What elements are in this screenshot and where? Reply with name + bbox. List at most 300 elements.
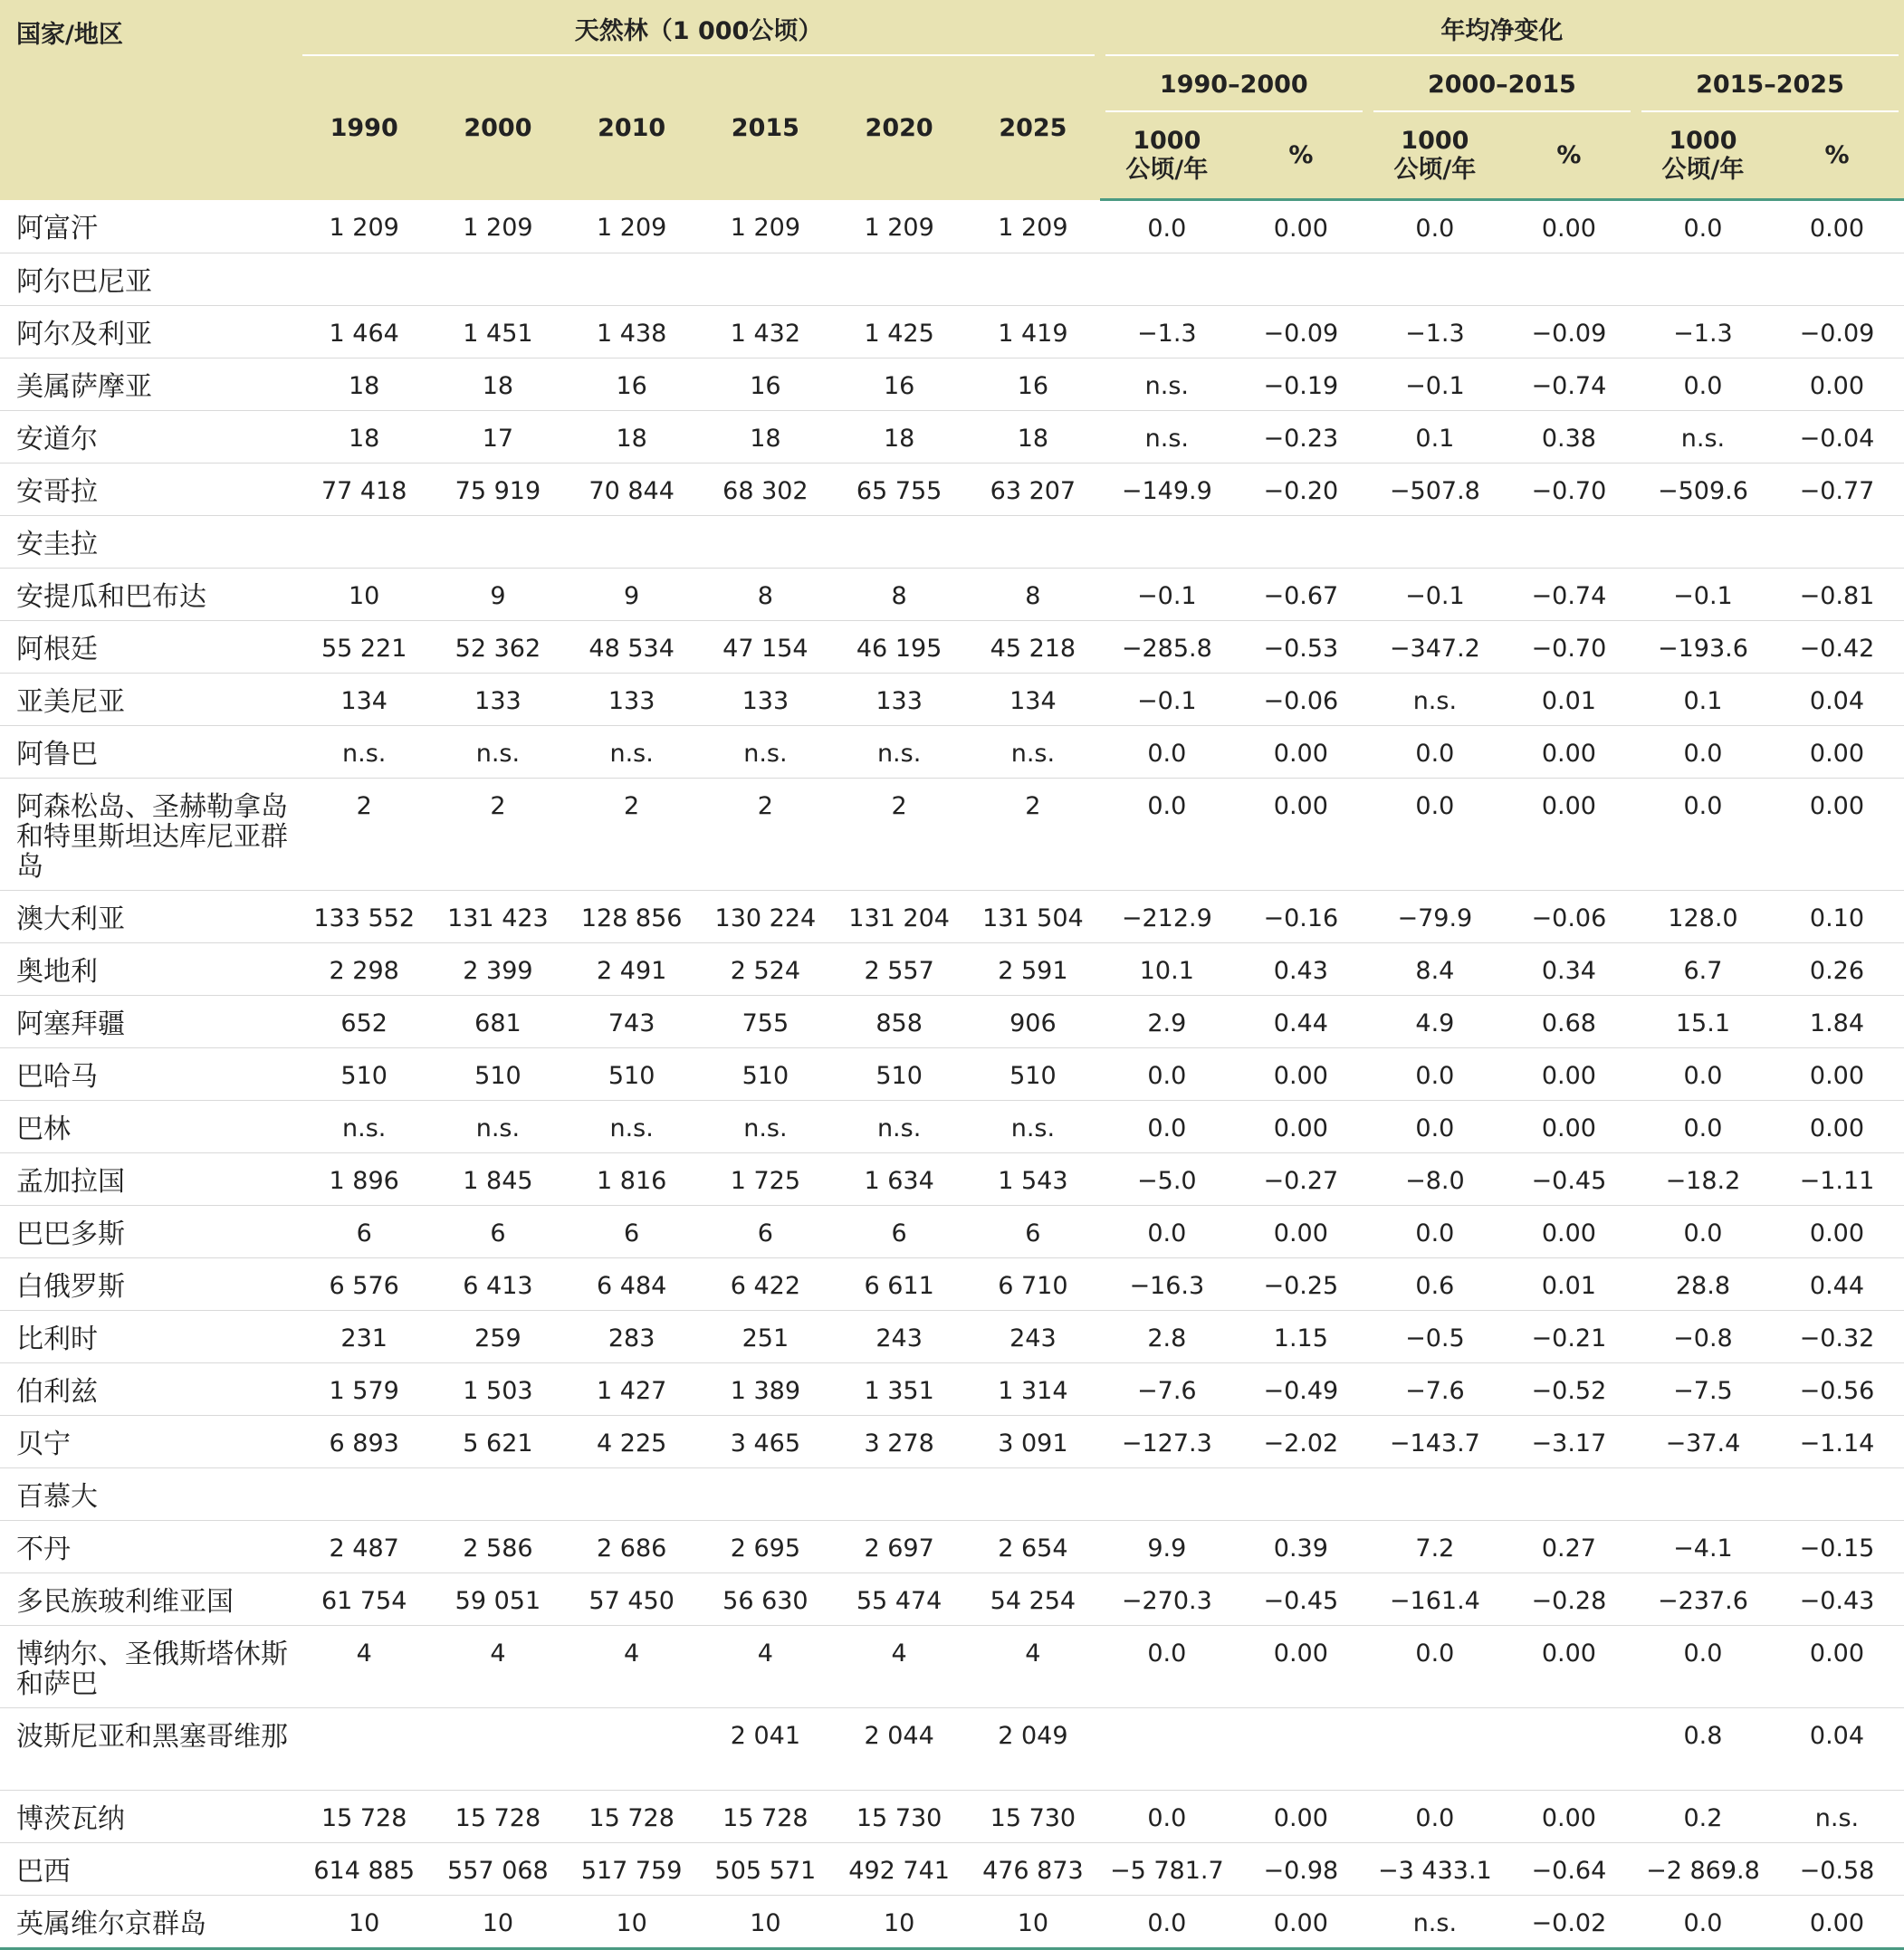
table-cell: 18 bbox=[297, 411, 431, 464]
table-cell: n.s. bbox=[699, 726, 833, 779]
table-row bbox=[0, 1311, 1904, 1363]
table-cell bbox=[1368, 1708, 1502, 1791]
table-cell: 3 278 bbox=[832, 1416, 966, 1468]
table-cell: 16 bbox=[699, 358, 833, 411]
table-cell: −0.06 bbox=[1502, 891, 1636, 943]
table-cell: 0.0 bbox=[1100, 200, 1234, 253]
table-cell: 4 bbox=[565, 1626, 699, 1708]
table-cell bbox=[1368, 253, 1502, 306]
table-cell: 15 728 bbox=[431, 1791, 565, 1843]
table-cell: n.s. bbox=[1100, 358, 1234, 411]
table-cell: −37.4 bbox=[1636, 1416, 1770, 1468]
table-cell: 0.00 bbox=[1234, 1048, 1368, 1101]
table-cell: −5.0 bbox=[1100, 1153, 1234, 1206]
table-cell: 1 209 bbox=[297, 200, 431, 253]
table-cell: −0.27 bbox=[1234, 1153, 1368, 1206]
table-cell: 0.00 bbox=[1234, 779, 1368, 891]
table-cell: −0.45 bbox=[1502, 1153, 1636, 1206]
table-row bbox=[0, 1843, 1904, 1896]
table-cell: 6 bbox=[565, 1206, 699, 1258]
table-cell: −0.09 bbox=[1502, 306, 1636, 358]
table-cell: −0.20 bbox=[1234, 464, 1368, 516]
table-cell: 45 218 bbox=[966, 621, 1100, 674]
table-cell: 0.0 bbox=[1636, 1896, 1770, 1949]
country-name: 博纳尔、圣俄斯塔休斯和萨巴 bbox=[0, 1626, 297, 1708]
table-cell bbox=[431, 1468, 565, 1521]
table-cell: n.s. bbox=[565, 1101, 699, 1153]
table-cell: 0.0 bbox=[1100, 1048, 1234, 1101]
table-cell: 0.00 bbox=[1770, 358, 1904, 411]
table-body bbox=[0, 200, 1904, 1949]
year-header: 2015 bbox=[699, 56, 833, 200]
year-header: 2025 bbox=[966, 56, 1100, 200]
table-cell: 4 bbox=[966, 1626, 1100, 1708]
table-cell bbox=[297, 516, 431, 569]
table-cell: n.s. bbox=[1636, 411, 1770, 464]
table-cell: 259 bbox=[431, 1311, 565, 1363]
table-cell: −0.45 bbox=[1234, 1573, 1368, 1626]
table-cell: 0.00 bbox=[1502, 1048, 1636, 1101]
table-cell: −18.2 bbox=[1636, 1153, 1770, 1206]
table-cell: 2 bbox=[699, 779, 833, 891]
table-cell: −16.3 bbox=[1100, 1258, 1234, 1311]
table-row bbox=[0, 253, 1904, 306]
table-row bbox=[0, 516, 1904, 569]
table-cell: 0.00 bbox=[1502, 1791, 1636, 1843]
table-cell: 0.43 bbox=[1234, 943, 1368, 996]
table-cell: −193.6 bbox=[1636, 621, 1770, 674]
table-cell bbox=[565, 1708, 699, 1791]
table-cell: −161.4 bbox=[1368, 1573, 1502, 1626]
table-cell: −0.09 bbox=[1234, 306, 1368, 358]
table-cell: −0.49 bbox=[1234, 1363, 1368, 1416]
table-cell: 10.1 bbox=[1100, 943, 1234, 996]
table-cell: −0.70 bbox=[1502, 621, 1636, 674]
table-cell: 10 bbox=[297, 569, 431, 621]
country-name: 阿富汗 bbox=[0, 200, 297, 253]
country-name: 安圭拉 bbox=[0, 516, 297, 569]
table-cell bbox=[431, 253, 565, 306]
table-cell: 743 bbox=[565, 996, 699, 1048]
table-cell: 1 209 bbox=[966, 200, 1100, 253]
table-cell: 46 195 bbox=[832, 621, 966, 674]
table-cell: −2.02 bbox=[1234, 1416, 1368, 1468]
table-cell: −0.42 bbox=[1770, 621, 1904, 674]
table-cell: 15.1 bbox=[1636, 996, 1770, 1048]
table-cell bbox=[431, 516, 565, 569]
table-cell: −1.3 bbox=[1100, 306, 1234, 358]
country-name: 美属萨摩亚 bbox=[0, 358, 297, 411]
table-cell: 2.8 bbox=[1100, 1311, 1234, 1363]
table-row bbox=[0, 1896, 1904, 1949]
table-cell: −2 869.8 bbox=[1636, 1843, 1770, 1896]
table-cell: 77 418 bbox=[297, 464, 431, 516]
table-cell bbox=[1100, 516, 1234, 569]
table-cell: 1 816 bbox=[565, 1153, 699, 1206]
table-cell: n.s. bbox=[1368, 674, 1502, 726]
country-name: 贝宁 bbox=[0, 1416, 297, 1468]
table-cell: −509.6 bbox=[1636, 464, 1770, 516]
table-cell: 6 611 bbox=[832, 1258, 966, 1311]
table-cell: 2 695 bbox=[699, 1521, 833, 1573]
table-row bbox=[0, 1468, 1904, 1521]
table-cell: 1 209 bbox=[431, 200, 565, 253]
table-cell: −0.1 bbox=[1368, 569, 1502, 621]
table-cell: 557 068 bbox=[431, 1843, 565, 1896]
unit-percent-header: % bbox=[1770, 112, 1904, 200]
table-cell: −149.9 bbox=[1100, 464, 1234, 516]
table-cell: 133 552 bbox=[297, 891, 431, 943]
table-cell: 15 730 bbox=[832, 1791, 966, 1843]
table-cell: 0.0 bbox=[1100, 779, 1234, 891]
unit-area-header: 1000 公顷/年 bbox=[1100, 112, 1234, 200]
table-cell: 0.0 bbox=[1368, 726, 1502, 779]
natural-forest-group-header: 天然林（1 000公顷） bbox=[297, 0, 1099, 56]
table-cell: 0.00 bbox=[1502, 1206, 1636, 1258]
table-cell: 6 484 bbox=[565, 1258, 699, 1311]
table-cell: 1 464 bbox=[297, 306, 431, 358]
country-column-header: 国家/地区 bbox=[0, 0, 297, 200]
table-cell: 0.0 bbox=[1100, 1791, 1234, 1843]
table-cell: 2 399 bbox=[431, 943, 565, 996]
table-cell: 75 919 bbox=[431, 464, 565, 516]
table-cell: 0.00 bbox=[1234, 1791, 1368, 1843]
table-cell bbox=[1502, 253, 1636, 306]
table-cell: 0.00 bbox=[1234, 1896, 1368, 1949]
table-cell: −0.04 bbox=[1770, 411, 1904, 464]
table-cell: 47 154 bbox=[699, 621, 833, 674]
table-cell: 9 bbox=[565, 569, 699, 621]
table-cell: 9 bbox=[431, 569, 565, 621]
table-cell: 18 bbox=[699, 411, 833, 464]
table-cell: 0.00 bbox=[1234, 1626, 1368, 1708]
table-cell: 2 654 bbox=[966, 1521, 1100, 1573]
table-cell: 1 427 bbox=[565, 1363, 699, 1416]
table-cell: n.s. bbox=[1100, 411, 1234, 464]
table-cell: 0.00 bbox=[1770, 200, 1904, 253]
table-cell bbox=[699, 516, 833, 569]
table-cell: 0.00 bbox=[1234, 726, 1368, 779]
table-cell: 0.0 bbox=[1368, 1626, 1502, 1708]
table-cell: 0.0 bbox=[1100, 1626, 1234, 1708]
table-cell bbox=[966, 1468, 1100, 1521]
table-cell: n.s. bbox=[431, 1101, 565, 1153]
table-cell: 0.6 bbox=[1368, 1258, 1502, 1311]
table-cell: 755 bbox=[699, 996, 833, 1048]
table-cell bbox=[297, 1708, 431, 1791]
table-cell: 0.26 bbox=[1770, 943, 1904, 996]
table-cell: 0.0 bbox=[1636, 726, 1770, 779]
table-cell bbox=[699, 1468, 833, 1521]
year-header: 2010 bbox=[565, 56, 699, 200]
table-cell: −0.74 bbox=[1502, 358, 1636, 411]
table-cell: −0.1 bbox=[1636, 569, 1770, 621]
table-cell: 0.1 bbox=[1636, 674, 1770, 726]
table-cell: −1.3 bbox=[1368, 306, 1502, 358]
table-cell bbox=[297, 1468, 431, 1521]
table-cell: 0.34 bbox=[1502, 943, 1636, 996]
table-cell: 2 bbox=[832, 779, 966, 891]
table-row bbox=[0, 1363, 1904, 1416]
table-cell: 0.0 bbox=[1368, 779, 1502, 891]
table-cell: 0.04 bbox=[1770, 674, 1904, 726]
table-cell: 0.00 bbox=[1770, 1101, 1904, 1153]
table-row bbox=[0, 569, 1904, 621]
table-cell: −0.32 bbox=[1770, 1311, 1904, 1363]
table-cell: 2 041 bbox=[699, 1708, 833, 1791]
table-cell: −5 781.7 bbox=[1100, 1843, 1234, 1896]
table-cell: −0.81 bbox=[1770, 569, 1904, 621]
table-cell: 510 bbox=[832, 1048, 966, 1101]
table-cell bbox=[832, 253, 966, 306]
table-cell: 18 bbox=[297, 358, 431, 411]
table-cell: n.s. bbox=[699, 1101, 833, 1153]
table-cell bbox=[1100, 1708, 1234, 1791]
table-cell: 681 bbox=[431, 996, 565, 1048]
table-cell: 2 298 bbox=[297, 943, 431, 996]
table-cell: −0.43 bbox=[1770, 1573, 1904, 1626]
table-cell: n.s. bbox=[966, 726, 1100, 779]
table-cell: 1 543 bbox=[966, 1153, 1100, 1206]
table-cell: 18 bbox=[565, 411, 699, 464]
table-cell bbox=[966, 253, 1100, 306]
table-cell: 6 bbox=[832, 1206, 966, 1258]
table-cell: 0.00 bbox=[1770, 1896, 1904, 1949]
table-cell: n.s. bbox=[832, 1101, 966, 1153]
table-cell: −1.14 bbox=[1770, 1416, 1904, 1468]
table-cell bbox=[699, 253, 833, 306]
table-cell: 4 bbox=[297, 1626, 431, 1708]
table-cell: 133 bbox=[565, 674, 699, 726]
table-cell: 0.00 bbox=[1770, 1048, 1904, 1101]
table-cell: 0.00 bbox=[1234, 200, 1368, 253]
period-header: 2015–2025 bbox=[1636, 56, 1904, 112]
table-cell: 6 bbox=[966, 1206, 1100, 1258]
table-cell: 0.1 bbox=[1368, 411, 1502, 464]
table-cell: 0.0 bbox=[1100, 726, 1234, 779]
table-cell: 131 423 bbox=[431, 891, 565, 943]
table-cell bbox=[565, 516, 699, 569]
year-header: 1990 bbox=[297, 56, 431, 200]
table-cell: 4 bbox=[431, 1626, 565, 1708]
table-cell: 131 504 bbox=[966, 891, 1100, 943]
table-cell bbox=[1770, 253, 1904, 306]
table-cell: −0.8 bbox=[1636, 1311, 1770, 1363]
table-cell: 1 314 bbox=[966, 1363, 1100, 1416]
table-cell: 2 586 bbox=[431, 1521, 565, 1573]
unit-percent-header: % bbox=[1234, 112, 1368, 200]
table-cell: 510 bbox=[431, 1048, 565, 1101]
table-cell: 0.00 bbox=[1770, 779, 1904, 891]
table-cell: −7.6 bbox=[1368, 1363, 1502, 1416]
table-row bbox=[0, 1101, 1904, 1153]
table-cell: 0.0 bbox=[1100, 1206, 1234, 1258]
table-cell: 8 bbox=[832, 569, 966, 621]
table-cell: 510 bbox=[565, 1048, 699, 1101]
table-cell: 1 845 bbox=[431, 1153, 565, 1206]
table-cell: n.s. bbox=[431, 726, 565, 779]
table-cell: 0.0 bbox=[1368, 200, 1502, 253]
table-cell: 63 207 bbox=[966, 464, 1100, 516]
table-row bbox=[0, 1791, 1904, 1843]
table-cell: −4.1 bbox=[1636, 1521, 1770, 1573]
table-cell: 2 487 bbox=[297, 1521, 431, 1573]
table-cell: 2 049 bbox=[966, 1708, 1100, 1791]
table-cell: 652 bbox=[297, 996, 431, 1048]
country-name: 多民族玻利维亚国 bbox=[0, 1573, 297, 1626]
table-cell: 231 bbox=[297, 1311, 431, 1363]
country-name: 不丹 bbox=[0, 1521, 297, 1573]
table-cell: 2 686 bbox=[565, 1521, 699, 1573]
table-cell: 906 bbox=[966, 996, 1100, 1048]
table-cell: −0.64 bbox=[1502, 1843, 1636, 1896]
table-cell: 0.0 bbox=[1636, 200, 1770, 253]
table-cell: 133 bbox=[699, 674, 833, 726]
table-cell: 28.8 bbox=[1636, 1258, 1770, 1311]
table-cell: 10 bbox=[832, 1896, 966, 1949]
country-name: 巴林 bbox=[0, 1101, 297, 1153]
table-cell: 0.0 bbox=[1368, 1791, 1502, 1843]
table-cell: 0.00 bbox=[1502, 200, 1636, 253]
table-cell: −0.53 bbox=[1234, 621, 1368, 674]
table-cell: 283 bbox=[565, 1311, 699, 1363]
table-cell: 0.0 bbox=[1368, 1206, 1502, 1258]
table-cell: 1 634 bbox=[832, 1153, 966, 1206]
table-cell: −285.8 bbox=[1100, 621, 1234, 674]
table-cell: 2.9 bbox=[1100, 996, 1234, 1048]
table-cell: 0.0 bbox=[1636, 779, 1770, 891]
table-cell: 2 557 bbox=[832, 943, 966, 996]
period-header: 1990–2000 bbox=[1100, 56, 1368, 112]
table-cell: 70 844 bbox=[565, 464, 699, 516]
table-cell: 16 bbox=[832, 358, 966, 411]
table-cell: 48 534 bbox=[565, 621, 699, 674]
table-cell: 4 225 bbox=[565, 1416, 699, 1468]
table-cell: 65 755 bbox=[832, 464, 966, 516]
table-cell: n.s. bbox=[297, 1101, 431, 1153]
table-cell: 6 710 bbox=[966, 1258, 1100, 1311]
table-cell: 8 bbox=[966, 569, 1100, 621]
table-cell: 6 bbox=[297, 1206, 431, 1258]
country-name: 阿鲁巴 bbox=[0, 726, 297, 779]
table-cell: −270.3 bbox=[1100, 1573, 1234, 1626]
table-cell: 54 254 bbox=[966, 1573, 1100, 1626]
table-cell: −7.6 bbox=[1100, 1363, 1234, 1416]
table-cell: 1 209 bbox=[832, 200, 966, 253]
table-cell: 1 419 bbox=[966, 306, 1100, 358]
table-cell: 17 bbox=[431, 411, 565, 464]
table-cell: 0.68 bbox=[1502, 996, 1636, 1048]
annual-change-group-header: 年均净变化 bbox=[1100, 0, 1904, 56]
table-cell: 1 579 bbox=[297, 1363, 431, 1416]
table-cell: −0.98 bbox=[1234, 1843, 1368, 1896]
table-cell: 505 571 bbox=[699, 1843, 833, 1896]
table-cell: 16 bbox=[565, 358, 699, 411]
table-cell: 0.00 bbox=[1770, 1626, 1904, 1708]
table-cell: 133 bbox=[832, 674, 966, 726]
table-cell: n.s. bbox=[966, 1101, 1100, 1153]
table-cell: n.s. bbox=[297, 726, 431, 779]
year-header: 2000 bbox=[431, 56, 565, 200]
table-cell: 0.44 bbox=[1770, 1258, 1904, 1311]
table-cell: 131 204 bbox=[832, 891, 966, 943]
table-cell bbox=[1234, 516, 1368, 569]
table-cell: 10 bbox=[297, 1896, 431, 1949]
table-row bbox=[0, 1206, 1904, 1258]
table-cell: 2 044 bbox=[832, 1708, 966, 1791]
table-cell: 6 bbox=[431, 1206, 565, 1258]
table-row bbox=[0, 1258, 1904, 1311]
table-cell: −507.8 bbox=[1368, 464, 1502, 516]
table-row bbox=[0, 674, 1904, 726]
table-cell: −0.19 bbox=[1234, 358, 1368, 411]
table-cell: −1.3 bbox=[1636, 306, 1770, 358]
table-cell: 1 209 bbox=[699, 200, 833, 253]
table-cell: 1 389 bbox=[699, 1363, 833, 1416]
table-cell: 56 630 bbox=[699, 1573, 833, 1626]
country-name: 英属维尔京群岛 bbox=[0, 1896, 297, 1949]
table-cell: −0.23 bbox=[1234, 411, 1368, 464]
table-cell: 476 873 bbox=[966, 1843, 1100, 1896]
table-cell bbox=[832, 516, 966, 569]
table-cell: 1 896 bbox=[297, 1153, 431, 1206]
table-cell: 243 bbox=[966, 1311, 1100, 1363]
table-cell: 1 451 bbox=[431, 306, 565, 358]
table-cell: 0.0 bbox=[1368, 1101, 1502, 1153]
table-cell: −1.11 bbox=[1770, 1153, 1904, 1206]
table-row bbox=[0, 1521, 1904, 1573]
country-name: 安哥拉 bbox=[0, 464, 297, 516]
table-cell bbox=[1770, 516, 1904, 569]
table-cell: 15 728 bbox=[565, 1791, 699, 1843]
table-cell: 243 bbox=[832, 1311, 966, 1363]
table-cell: 0.2 bbox=[1636, 1791, 1770, 1843]
table-cell: 18 bbox=[966, 411, 1100, 464]
table-cell: 4 bbox=[699, 1626, 833, 1708]
table-row bbox=[0, 464, 1904, 516]
table-cell: 0.01 bbox=[1502, 1258, 1636, 1311]
table-header bbox=[0, 0, 1904, 200]
table-cell: 10 bbox=[565, 1896, 699, 1949]
country-name: 阿塞拜疆 bbox=[0, 996, 297, 1048]
table-cell: −212.9 bbox=[1100, 891, 1234, 943]
table-cell: −0.77 bbox=[1770, 464, 1904, 516]
table-cell: −237.6 bbox=[1636, 1573, 1770, 1626]
table-cell: 16 bbox=[966, 358, 1100, 411]
table-cell bbox=[565, 1468, 699, 1521]
table-row bbox=[0, 943, 1904, 996]
table-cell: 57 450 bbox=[565, 1573, 699, 1626]
table-cell: 0.01 bbox=[1502, 674, 1636, 726]
table-cell: 0.10 bbox=[1770, 891, 1904, 943]
table-row bbox=[0, 411, 1904, 464]
table-cell: 128 856 bbox=[565, 891, 699, 943]
table-cell: 1 725 bbox=[699, 1153, 833, 1206]
table-cell: −0.15 bbox=[1770, 1521, 1904, 1573]
table-cell: 0.0 bbox=[1636, 1048, 1770, 1101]
table-cell: 1 209 bbox=[565, 200, 699, 253]
table-cell: 0.0 bbox=[1636, 1626, 1770, 1708]
table-cell: 1.84 bbox=[1770, 996, 1904, 1048]
table-cell: n.s. bbox=[1770, 1791, 1904, 1843]
table-cell: −0.52 bbox=[1502, 1363, 1636, 1416]
table-cell: 2 bbox=[431, 779, 565, 891]
table-cell: 3 091 bbox=[966, 1416, 1100, 1468]
country-name: 比利时 bbox=[0, 1311, 297, 1363]
table-cell: 59 051 bbox=[431, 1573, 565, 1626]
table-cell: 15 728 bbox=[297, 1791, 431, 1843]
table-cell: −143.7 bbox=[1368, 1416, 1502, 1468]
